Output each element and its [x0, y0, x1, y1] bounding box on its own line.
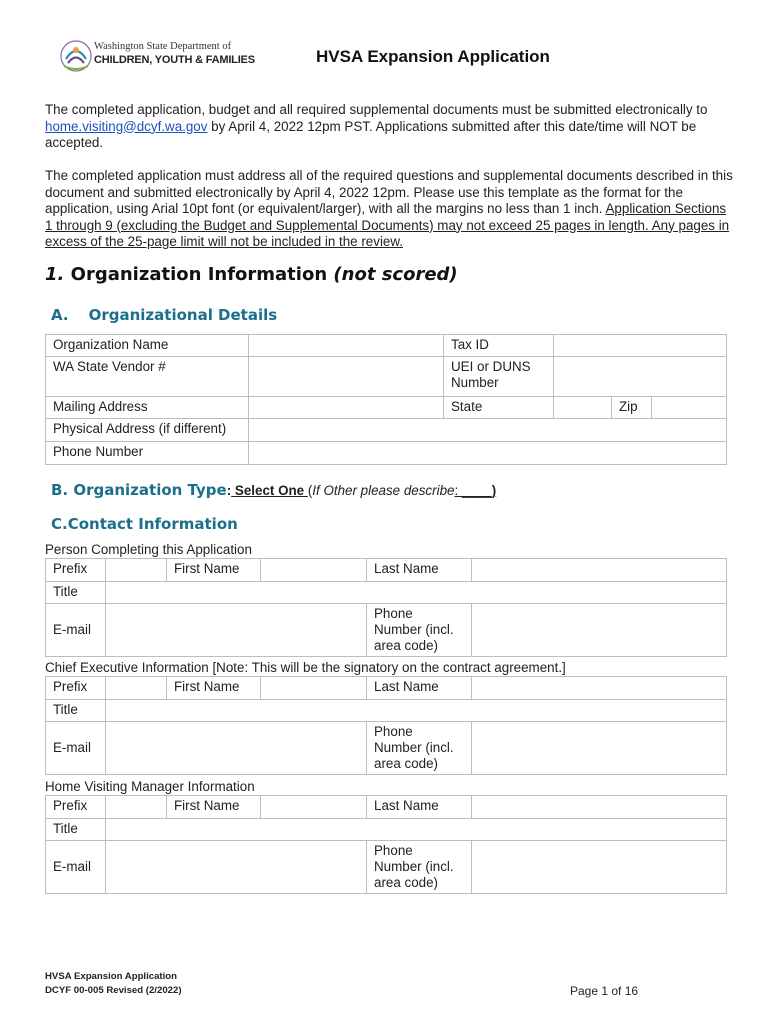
intro-paragraph-1: [45, 102, 735, 152]
email-label: E-mail: [46, 841, 106, 894]
organization-details-table: [45, 334, 727, 465]
paren-open: (: [307, 483, 313, 498]
section-1-note: (not scored): [333, 264, 458, 285]
first-name-label: First Name: [167, 796, 261, 819]
document-title: HVSA Expansion Application: [316, 47, 550, 66]
subsection-c-heading: C.Contact Information: [51, 515, 238, 533]
title-input[interactable]: [106, 819, 727, 841]
intro-p2-text: The completed application must address all of the required questions and supplemental documents described in this document and submitted electronically by April 4, 2022 12pm. Please use this template as the format for the application, using Arial 10pt font (or equivalent/larger), with all the margins no less than 1 inch.: [45, 168, 733, 216]
org-name-input[interactable]: [249, 335, 444, 357]
first-name-label: First Name: [167, 559, 261, 582]
tax-id-input[interactable]: [554, 335, 727, 357]
contact-group-label-2: Chief Executive Information [Note: This will be the signatory on the contract agreement.]: [45, 660, 566, 675]
first-name-label: First Name: [167, 677, 261, 700]
physical-address-label: Physical Address (if different): [46, 419, 249, 442]
zip-label: Zip: [612, 397, 652, 419]
last-name-input[interactable]: [472, 559, 727, 582]
organization-type-select[interactable]: Select One: [231, 483, 308, 498]
page-number: Page 1 of 16: [570, 984, 639, 998]
physical-address-input[interactable]: [249, 419, 727, 442]
logo-line-1: Washington State Department of: [94, 41, 232, 52]
contact-group-label-3: Home Visiting Manager Information: [45, 779, 255, 794]
phone-number-label: Phone Number: [46, 442, 249, 465]
last-name-label: Last Name: [367, 677, 472, 700]
vendor-label: WA State Vendor #: [46, 357, 249, 397]
email-label: E-mail: [46, 722, 106, 775]
email-input[interactable]: [106, 722, 367, 775]
footer-form-number: DCYF 00-005 Revised (2/2022): [45, 985, 182, 996]
title-label: Title: [46, 819, 106, 841]
section-1-heading: [45, 264, 458, 285]
prefix-input[interactable]: [106, 796, 167, 819]
contact-group-label-1: Person Completing this Application: [45, 542, 252, 557]
intro-p1-deadline-text: by April 4, 2022 12pm PST. Applications submitted after this date/time will NOT be accepted.: [45, 118, 697, 150]
phone-number-input[interactable]: [249, 442, 727, 465]
prefix-label: Prefix: [46, 559, 106, 582]
dcyf-emblem-icon: [60, 39, 92, 73]
page-limit-notice: Application Sections 1 through 9 (excluding the Budget and Supplemental Documents) may not exceed 25 pages in length. Any pages in excess of the 25-page limit will not be included in the review.: [45, 201, 730, 249]
last-name-input[interactable]: [472, 677, 727, 700]
prefix-label: Prefix: [46, 796, 106, 819]
vendor-input[interactable]: [249, 357, 444, 397]
contact-table-1: [45, 558, 727, 657]
paren-close: ): [491, 483, 497, 498]
dcyf-logo: [60, 38, 255, 74]
logo-line-2: CHILDREN, YOUTH & FAMILIES: [94, 54, 255, 66]
phone-input[interactable]: [472, 722, 727, 775]
intro-paragraph-2: [45, 168, 735, 251]
subsection-b-title: B. Organization Type: [51, 481, 227, 499]
footer-title: HVSA Expansion Application: [45, 971, 178, 982]
footer-document-info: [45, 970, 182, 998]
section-1-number: 1.: [45, 264, 65, 285]
contact-table-2: [45, 676, 727, 775]
title-input[interactable]: [106, 582, 727, 604]
phone-input[interactable]: [472, 604, 727, 657]
last-name-input[interactable]: [472, 796, 727, 819]
section-1-title: Organization Information: [70, 264, 328, 285]
submission-email-link[interactable]: home.visiting@dcyf.wa.gov: [45, 118, 208, 134]
phone-label: Phone Number (incl. area code): [367, 604, 472, 657]
state-label: State: [444, 397, 554, 419]
email-label: E-mail: [46, 604, 106, 657]
mailing-address-label: Mailing Address: [46, 397, 249, 419]
state-input[interactable]: [554, 397, 612, 419]
email-input[interactable]: [106, 604, 367, 657]
prefix-input[interactable]: [106, 559, 167, 582]
title-label: Title: [46, 700, 106, 722]
other-describe-blank[interactable]: : ____: [454, 483, 492, 498]
title-label: Title: [46, 582, 106, 604]
first-name-input[interactable]: [261, 559, 367, 582]
other-describe-label: If Other please describe: [312, 483, 455, 498]
mailing-address-input[interactable]: [249, 397, 444, 419]
org-name-label: Organization Name: [46, 335, 249, 357]
last-name-label: Last Name: [367, 559, 472, 582]
prefix-label: Prefix: [46, 677, 106, 700]
first-name-input[interactable]: [261, 677, 367, 700]
zip-input[interactable]: [652, 397, 727, 419]
subsection-b-colon: :: [226, 483, 232, 498]
subsection-b-heading: [51, 481, 496, 499]
uei-input[interactable]: [554, 357, 727, 397]
contact-table-3: [45, 795, 727, 894]
subsection-a-heading: [51, 306, 277, 324]
tax-id-label: Tax ID: [444, 335, 554, 357]
prefix-input[interactable]: [106, 677, 167, 700]
title-input[interactable]: [106, 700, 727, 722]
email-input[interactable]: [106, 841, 367, 894]
last-name-label: Last Name: [367, 796, 472, 819]
phone-input[interactable]: [472, 841, 727, 894]
intro-p1-text: The completed application, budget and all required supplemental documents must be submitted electronically to: [45, 102, 708, 117]
subsection-a-letter: A.: [51, 306, 69, 324]
first-name-input[interactable]: [261, 796, 367, 819]
phone-label: Phone Number (incl. area code): [367, 722, 472, 775]
uei-label: UEI or DUNS Number: [444, 357, 554, 397]
phone-label: Phone Number (incl. area code): [367, 841, 472, 894]
subsection-a-title: Organizational Details: [88, 306, 278, 324]
